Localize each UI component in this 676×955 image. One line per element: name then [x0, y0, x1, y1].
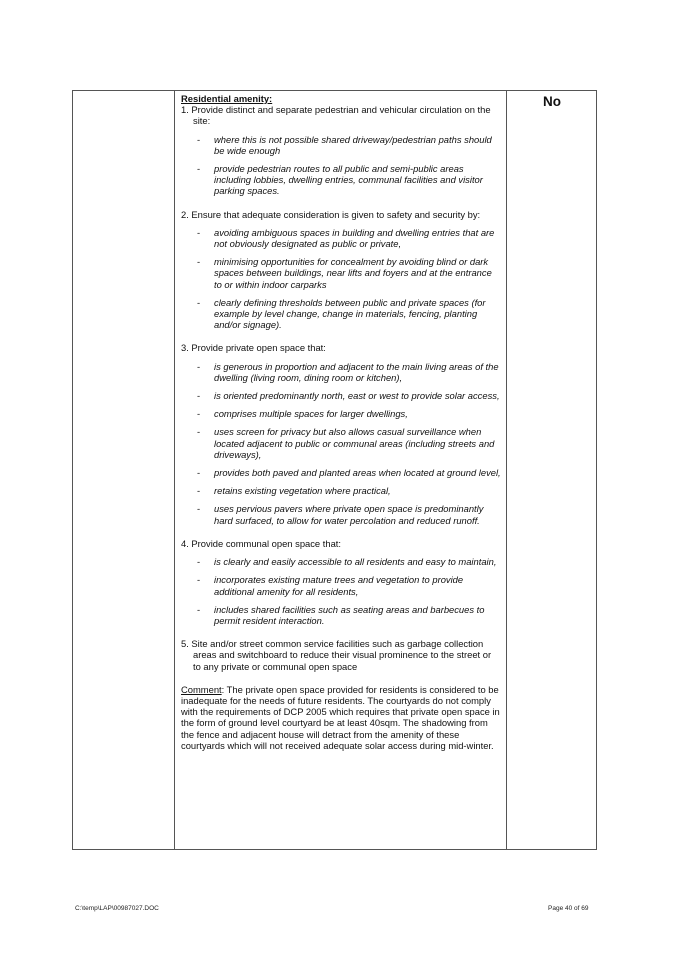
footer-file-path: C:\temp\LAP\00987027.DOC: [75, 905, 159, 912]
section-5-intro: 5. Site and/or street common service facilities such as garbage collection areas and switchboard to reduce their visual prominence to the street or to any private or communal open space: [181, 638, 492, 672]
bullet-item: - where this is not possible shared driveway/pedestrian paths should be wide enough: [181, 134, 501, 156]
bullet-item: - uses pervious pavers where private open space is predominantly hard surfaced, to allow for water percolation and reduced runoff.: [181, 503, 501, 525]
column-divider-2: [506, 91, 507, 849]
bullet-item: - provide pedestrian routes to all public and semi-public areas including lobbies, dwelling entries, communal facilities and visitor parking spaces.: [181, 163, 501, 197]
comment-paragraph: [181, 684, 501, 751]
section-4-intro: 4. Provide communal open space that:: [181, 537, 341, 549]
bullet-item: - avoiding ambiguous spaces in building and dwelling entries that are not obviously designated as public or private,: [181, 227, 501, 249]
section-3: [181, 342, 501, 525]
bullet-item: - includes shared facilities such as seating areas and barbecues to permit resident interaction.: [181, 604, 501, 626]
section-5: [181, 638, 501, 672]
section-1-intro: 1. Provide distinct and separate pedestrian and vehicular circulation on the site:: [181, 104, 491, 127]
footer-page-number: Page 40 of 69: [548, 905, 589, 912]
section-2-intro: 2. Ensure that adequate consideration is given to safety and security by:: [181, 208, 481, 220]
requirements-cell: [181, 93, 501, 751]
bullet-item: - minimising opportunities for concealment by avoiding blind or dark spaces between buildings, near lifts and foyers and at the entrance to or within indoor carparks: [181, 256, 501, 290]
bullet-item: - incorporates existing mature trees and vegetation to provide additional amenity for all residents,: [181, 574, 501, 596]
bullet-item: - provides both paved and planted areas when located at ground level,: [181, 467, 501, 478]
bullet-item: - uses screen for privacy but also allows casual surveillance when located adjacent to public or communal areas (including streets and driveways),: [181, 426, 501, 460]
assessment-table: [72, 90, 597, 850]
comment-text: : The private open space provided for residents is considered to be inadequate for the needs of future residents. The courtyards do not comply with the requirements of DCP 2005 which requires that private open space in the form of ground level courtyard be at least 40sqm. The shadowing from the fence and adjacent house will detract from the amenity of these courtyards which will not received adequate solar access during mid-winter.: [181, 683, 500, 751]
bullet-item: - is generous in proportion and adjacent to the main living areas of the dwelling (living room, dining room or kitchen),: [181, 361, 501, 383]
complies-value: No: [543, 94, 561, 109]
section-3-intro: 3. Provide private open space that:: [181, 342, 326, 354]
bullet-item: - clearly defining thresholds between public and private spaces (for example by level change, change in materials, fencing, planting and/or signage).: [181, 297, 501, 331]
column-divider-1: [174, 91, 175, 849]
bullet-item: - is oriented predominantly north, east or west to provide solar access,: [181, 390, 501, 401]
section-heading: Residential amenity:: [181, 93, 273, 104]
section-2: [181, 209, 501, 331]
section-1: [181, 104, 501, 196]
bullet-item: - comprises multiple spaces for larger dwellings,: [181, 408, 501, 419]
bullet-item: - retains existing vegetation where practical,: [181, 485, 501, 496]
bullet-item: - is clearly and easily accessible to all residents and easy to maintain,: [181, 556, 501, 567]
section-4: [181, 538, 501, 626]
comment-label: Comment: [181, 683, 222, 695]
